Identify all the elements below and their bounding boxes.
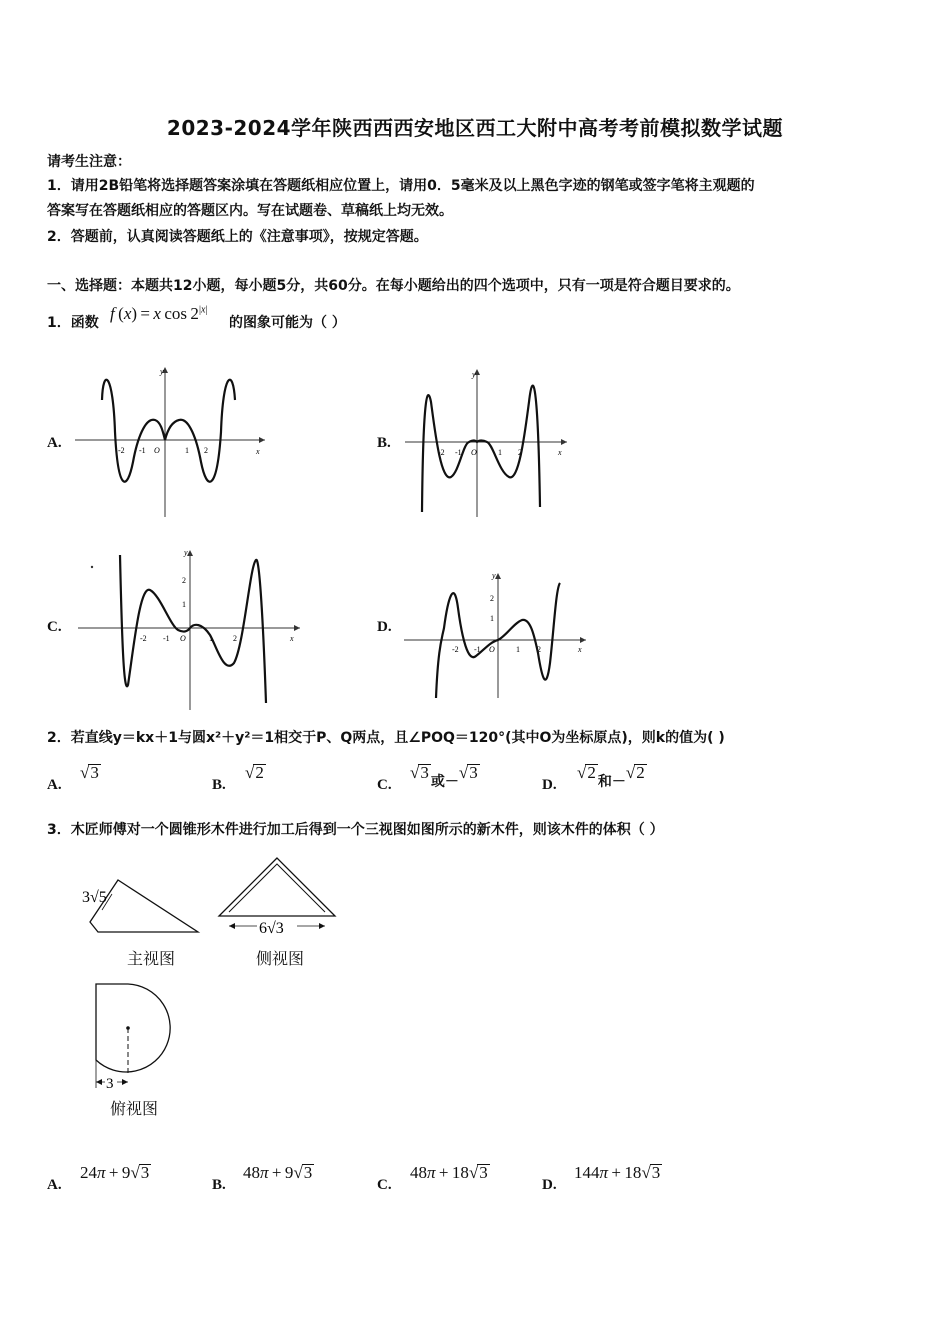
graph-a-tick-neg1: -1 bbox=[139, 446, 146, 455]
page-title: 2023-2024学年陕西西西安地区西工大附中高考考前模拟数学试题 bbox=[166, 116, 784, 140]
q2-option-a-label: A. bbox=[47, 777, 62, 793]
front-view-label: 主视图 bbox=[127, 949, 176, 968]
graph-b-tick-neg1: -1 bbox=[455, 448, 462, 457]
graph-c-tick-neg2: -2 bbox=[140, 634, 147, 643]
graph-d bbox=[404, 568, 594, 708]
q3-option-d-label: D. bbox=[542, 1177, 557, 1193]
graph-a-curve bbox=[102, 380, 235, 482]
graph-c-tick-2: 2 bbox=[233, 634, 237, 643]
q3-option-d-value: 144π + 18√3 bbox=[574, 1163, 661, 1182]
q1-option-b-label: B. bbox=[377, 435, 391, 451]
graph-c-tick-1: 1 bbox=[209, 634, 213, 643]
graph-c-tick-neg1: -1 bbox=[163, 634, 170, 643]
side-view-label: 侧视图 bbox=[256, 949, 305, 968]
graph-d-tick-y2: 2 bbox=[490, 594, 494, 603]
graph-b bbox=[405, 362, 575, 522]
graph-c-tick-y2: 2 bbox=[182, 576, 186, 585]
graph-a-origin: O bbox=[154, 446, 160, 455]
graph-c-tick-y1: 1 bbox=[182, 600, 186, 609]
top-view bbox=[88, 972, 198, 1092]
graph-b-y-label: y bbox=[472, 370, 476, 379]
graph-d-tick-neg2: -2 bbox=[452, 645, 459, 654]
graph-c-origin: O bbox=[180, 634, 186, 643]
graph-c-y-label: y bbox=[184, 548, 188, 557]
q2-option-b-value: √2 bbox=[245, 763, 264, 782]
q2-text: 2．若直线y＝kx＋1与圆x²＋y²＝1相交于P、Q两点，且∠POQ＝120°(其中O为坐标原点)，则k的值为( ) bbox=[47, 730, 725, 746]
graph-a-tick-2: 2 bbox=[204, 446, 208, 455]
q1-formula: f (x) = x $\cos 2^{|x|}$ bbox=[110, 304, 208, 323]
graph-b-tick-neg2: -2 bbox=[438, 448, 445, 457]
notice-line1: 1．请用2B铅笔将选择题答案涂填在答题纸相应位置上，请用0．5毫米及以上黑色字迹的钢笔或签字笔将主观题的 bbox=[47, 178, 755, 194]
graph-d-tick-1: 1 bbox=[516, 645, 520, 654]
q3-option-a-value: 24π + 9√3 bbox=[80, 1163, 150, 1182]
graph-b-x-label: x bbox=[558, 448, 562, 457]
q1-prefix: 1．函数 bbox=[47, 315, 99, 331]
graph-a-x-label: x bbox=[256, 447, 260, 456]
graph-b-tick-1: 1 bbox=[498, 448, 502, 457]
q3-text: 3．木匠师傅对一个圆锥形木件进行加工后得到一个三视图如图所示的新木件，则该木件的体积（ ） bbox=[47, 822, 664, 838]
q3-option-b-label: B. bbox=[212, 1177, 226, 1193]
graph-a-tick-neg2: -2 bbox=[118, 446, 125, 455]
q1-option-d-label: D. bbox=[377, 619, 392, 635]
q1-option-c-label: C. bbox=[47, 619, 62, 635]
q1-suffix: 的图象可能为（ ） bbox=[229, 315, 346, 331]
notice-line2: 答案写在答题纸相应的答题区内。写在试题卷、草稿纸上均无效。 bbox=[47, 203, 453, 219]
q2-option-c-value: √3 $_{或-}$√3 bbox=[410, 763, 478, 790]
graph-d-tick-2: 2 bbox=[537, 645, 541, 654]
graph-d-tick-y1: 1 bbox=[490, 614, 494, 623]
q3-option-a-label: A. bbox=[47, 1177, 62, 1193]
q2-option-c-label: C. bbox=[377, 777, 392, 793]
front-view bbox=[80, 852, 210, 942]
top-view-label: 俯视图 bbox=[110, 1099, 159, 1118]
side-dim: 6√3 bbox=[259, 920, 284, 937]
graph-b-origin: O bbox=[471, 448, 477, 457]
top-dim: 3 bbox=[106, 1076, 114, 1092]
notice-heading: 请考生注意： bbox=[47, 154, 131, 170]
graph-d-origin: O bbox=[489, 645, 495, 654]
graph-c bbox=[78, 545, 308, 715]
graph-b-tick-2: 2 bbox=[518, 448, 522, 457]
front-dim: 3√5 bbox=[82, 889, 107, 906]
notice-line3: 2．答题前，认真阅读答题纸上的《注意事项》，按规定答题。 bbox=[47, 229, 428, 245]
section-heading: 一、选择题：本题共12小题，每小题5分，共60分。在每小题给出的四个选项中，只有一项是符合题目要求的。 bbox=[47, 278, 740, 294]
graph-c-curve bbox=[120, 555, 266, 703]
q1-option-a-label: A. bbox=[47, 435, 62, 451]
q3-option-c-value: 48π + 18√3 bbox=[410, 1163, 488, 1182]
q2-option-b-label: B. bbox=[212, 777, 226, 793]
side-view bbox=[213, 852, 343, 942]
graph-a-y-label: y bbox=[160, 367, 164, 376]
graph-d-x-label: x bbox=[578, 645, 582, 654]
q3-option-b-value: 48π + 9√3 bbox=[243, 1163, 313, 1182]
graph-d-tick-neg1: -1 bbox=[474, 645, 481, 654]
q2-option-a-value: √3 bbox=[80, 763, 99, 782]
graph-a bbox=[75, 362, 275, 522]
graph-a-tick-1: 1 bbox=[185, 446, 189, 455]
q3-option-c-label: C. bbox=[377, 1177, 392, 1193]
q2-option-d-label: D. bbox=[542, 777, 557, 793]
graph-c-x-label: x bbox=[290, 634, 294, 643]
graph-d-y-label: y bbox=[492, 571, 496, 580]
q2-option-d-value: √2 $_{和-}$√2 bbox=[577, 763, 645, 790]
